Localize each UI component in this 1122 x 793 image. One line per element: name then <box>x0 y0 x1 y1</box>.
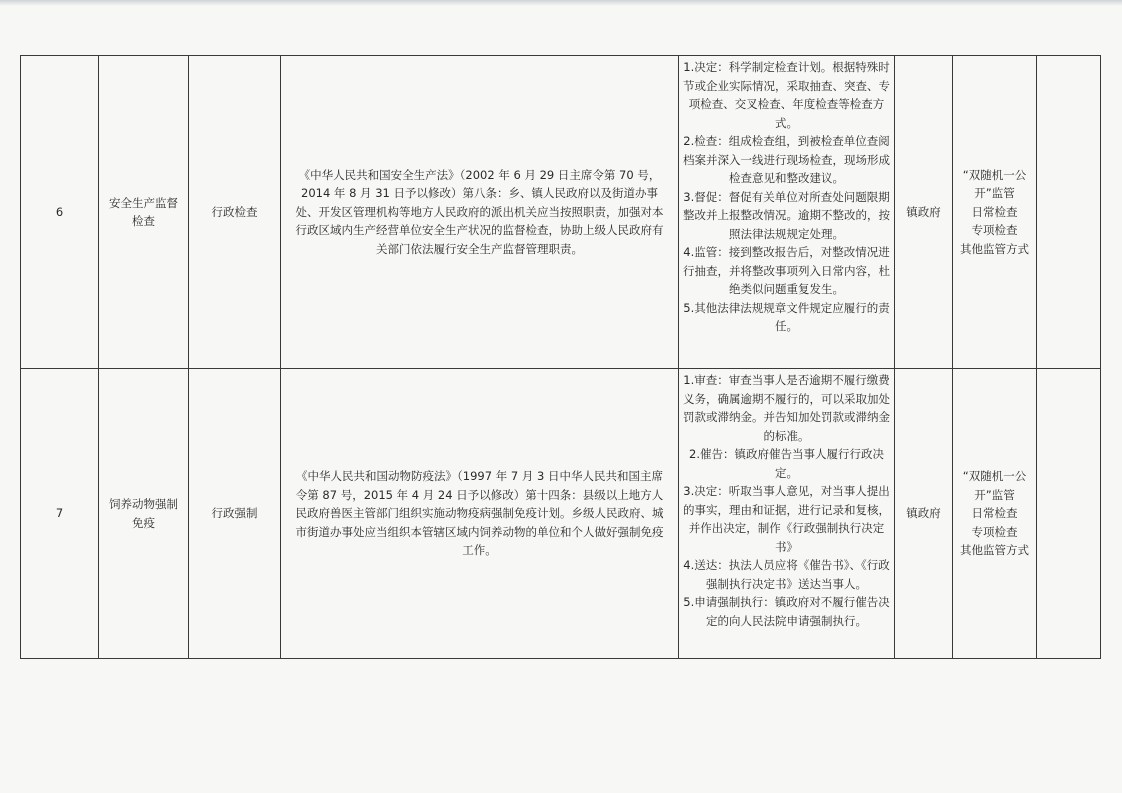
method-item: 日常检查 <box>971 506 1018 521</box>
responsibility-item: 1.审查：审查当事人是否逾期不履行缴费义务，确属逾期不履行的，可以采取加处罚款或滞纳金。并告知加处罚款或滞纳金的标准。 <box>683 373 890 443</box>
responsibility-list <box>679 369 895 659</box>
responsibility-item: 5.申请强制执行：镇政府对不履行催告决定的向人民法院申请强制执行。 <box>683 595 890 628</box>
supervision-methods <box>953 369 1037 659</box>
legal-basis: 《中华人民共和国动物防疫法》（1997 年 7 月 3 日中华人民共和国主席令第 87 号，2015 年 4 月 24 日予以修改）第十四条：县级以上地方人民政府兽医主管部门组织实施动物疫病强制免疫计划。乡级人民政府、城市街道办事处应当组织本管辖区域内饲养动物的单位和个人做好强制免疫工作。 <box>281 369 679 659</box>
responsibility-item: 2.检查：组成检查组，到被检查单位查阅档案并深入一线进行现场检查，现场形成检查意见和整改建议。 <box>683 134 890 185</box>
note-cell <box>1037 56 1101 369</box>
supervision-methods <box>953 56 1037 369</box>
responsibility-item: 1.决定：科学制定检查计划。根据特殊时节或企业实际情况，采取抽查、突查、专项检查、交叉检查、年度检查等检查方式。 <box>683 60 890 130</box>
responsible-subject: 镇政府 <box>895 56 953 369</box>
item-name: 饲养动物强制免疫 <box>99 369 189 659</box>
item-number: 7 <box>21 369 99 659</box>
item-number: 6 <box>21 56 99 369</box>
method-item: 日常检查 <box>971 204 1018 219</box>
responsibility-item: 5.其他法律法规规章文件规定应履行的责任。 <box>683 300 890 333</box>
responsibility-item: 2.催告：镇政府催告当事人履行行政决定。 <box>689 447 884 480</box>
responsible-subject: 镇政府 <box>895 369 953 659</box>
method-item: “双随机一公开”监管 <box>962 469 1027 502</box>
note-cell <box>1037 369 1101 659</box>
item-name: 安全生产监督检查 <box>99 56 189 369</box>
method-item: 其他监管方式 <box>960 241 1029 256</box>
method-item: 专项检查 <box>971 524 1018 539</box>
method-item: “双随机一公开”监管 <box>962 167 1027 201</box>
scan-edge <box>0 0 1122 6</box>
item-type: 行政强制 <box>189 369 281 659</box>
regulatory-items-table <box>20 55 1101 659</box>
responsibility-list <box>679 56 895 369</box>
responsibility-item: 4.监管：接到整改报告后，对整改情况进行抽查，并将整改事项列入日常内容，杜绝类似问题重复发生。 <box>683 245 890 296</box>
method-item: 其他监管方式 <box>960 543 1029 558</box>
responsibility-item: 4.送达：执法人员应将《催告书》、《行政强制执行决定书》送达当事人。 <box>683 558 890 591</box>
table-row <box>21 369 1101 659</box>
responsibility-item: 3.督促：督促有关单位对所查处问题限期整改并上报整改情况。逾期不整改的，按照法律法规规定处理。 <box>683 189 890 241</box>
legal-basis: 《中华人民共和国安全生产法》（2002 年 6 月 29 日主席令第 70 号，2014 年 8 月 31 日予以修改）第八条：乡、镇人民政府以及街道办事处、开发区管理机构等地方人民政府的派出机关应当按照职责，加强对本行政区域内生产经营单位安全生产状况的监督检查，协助上级人民政府有关部门依法履行安全生产监督管理职责。 <box>281 56 679 369</box>
responsibility-item: 3.决定：听取当事人意见，对当事人提出的事实，理由和证据，进行记录和复核，并作出决定，制作《行政强制执行决定书》 <box>683 484 890 554</box>
method-item: 专项检查 <box>971 223 1018 238</box>
table-row <box>21 56 1101 369</box>
item-type: 行政检查 <box>189 56 281 369</box>
